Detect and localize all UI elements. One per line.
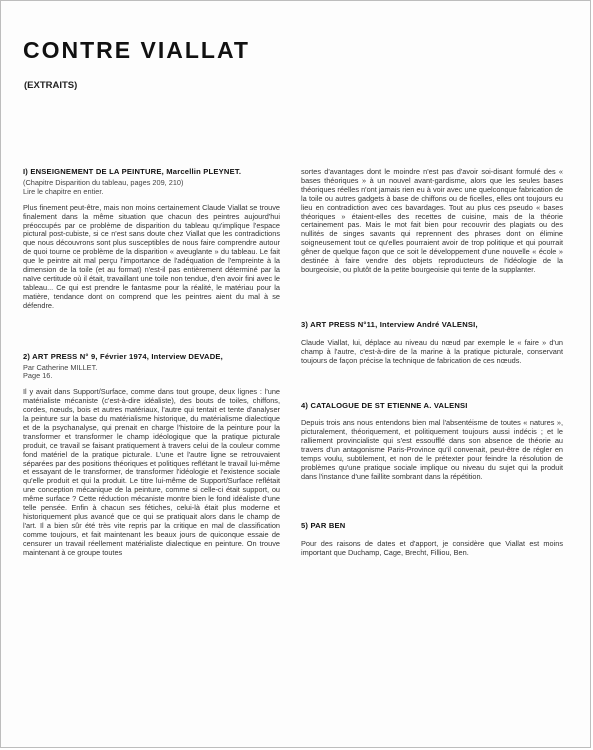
section-1-source: (Chapitre Disparition du tableau, pages 209, 210)	[23, 177, 184, 187]
section-1	[23, 168, 280, 311]
section-5-body: Pour des raisons de dates et d'apport, je considère que Viallat est moins important que Duchamp, Cage, Brecht, Filliou, Ben.	[301, 538, 563, 557]
section-2-page: Page 16.	[23, 371, 53, 381]
page-title: CONTRE VIALLAT	[23, 37, 250, 63]
section-1-heading: I) ENSEIGNEMENT DE LA PEINTURE, Marcellin PLEYNET.	[23, 167, 242, 176]
section-4	[301, 402, 563, 482]
section-4-heading: 4) CATALOGUE DE ST ETIENNE A. VALENSI	[301, 400, 468, 410]
section-1-note: Lire le chapitre en entier.	[23, 186, 104, 196]
section-3-heading: 3) ART PRESS N°11, Interview André VALENSI,	[301, 319, 478, 329]
section-5-heading: 5) PAR BEN	[301, 520, 346, 530]
section-2-continuation: sortes d'avantages dont le moindre n'est pas d'avoir soi-disant formulé des « bases théoriques » à un nouvel avant-gardisme, alors que les seules bases théoriques réelles n'ont jamais rien eu à voir avec une quelconque fabrication de la toile ou autres gadgets à base de chiffons ou de ficelles, elles ont toujours eu lieu en contradiction avec ces bavardages. Tout au plus ces pseudo « bases théoriques » étaient-elles des recettes de cuisine, mais de la théorie certainement pas. Mais le mot fait bien pour recouvrir des plagiats ou des nullités de singes savants qui reprennent des phrases dont on élimine soigneusement tout ce qu'elles pourraient avoir de trop politique et qui pourrait gêner de quelque façon que ce soit le développement d'une nouvelle « école » destinée à faire vendre des objets reproducteurs de l'idéologie de la bourgeoisie, ou plutôt de la petite bourgeoisie qui tente de la supplanter.	[301, 167, 563, 274]
section-2	[23, 353, 280, 558]
section-3	[301, 321, 563, 366]
section-2-heading: 2) ART PRESS N° 9, Février 1974, Interview DEVADE,	[23, 351, 223, 361]
section-3-body: Claude Viallat, lui, déplace au niveau du nœud par exemple le « faire » d'un champ à l'autre, c'est-à-dire de la marine à la pratique picturale, conservant toujours de façon précise la technique de fabrication de ces nœuds.	[301, 337, 563, 365]
section-2-body: Il y avait dans Support/Surface, comme dans tout groupe, deux lignes : l'une matérialiste mécaniste (c'est-à-dire idéaliste), des bouts de toiles, chiffons, cordes, nœuds, bois et autres matériaux, l'autre qui tentait et tente d'analyser la peinture sur la base du matérialisme historique, du matérialisme dialectique et de la psychanalyse, qui prenait en charge l'histoire de la peinture pour la transformer et transformer le champ idéologique que la pratique picturale produit, ce travail se faisant pratiquement à travers celui de la couleur comme fond matériel de la pratique picturale. L'une et l'autre ligne se retrouvaient séparées par des positions théoriques et politiques reflétant le travail lui-même et essayant de le transformer, de transformer l'idéologie et l'existence sociale qu'elle produit et qui la produit. Le titre lui-même de Support/Surface reflétait une conception mécanique de la peinture, comme si celle-ci était support, ou même surface ? Cette réduction mécaniste montre bien le fond idéaliste d'une telle pensée. Enfin à chacun ses fétiches, celui-là était plus moderne et historiquement plus avancé que ce qui se pratiquait alors dans le champ de l'art. Il a bien sûr été très vite repris par la critique en mal de classification comme toujours, et fait maintenant les beaux jours de quiconque essaie de censurer un travail réellement matérialiste dialectique en peinture. On trouve maintenant à ce groupe toutes	[23, 387, 280, 557]
section-4-body: Depuis trois ans nous entendons bien mal l'absentéisme de toutes « natures », picturalement, théoriquement, et politiquement toujours aussi indécis ; et le ralliement provincialiste qui s'est essoufflé dans son absence de théorie au travers d'un antagonisme Paris-Province qu'il convenait, peut-être de régler en temps voulu, subtilement, et non de le prétexter pour feindre la résolution de problèmes qu'une pratique sociale implique ou niveau du sujet qui la produit dans l'instance d'une faillite sombrant dans la répétition.	[301, 418, 563, 481]
left-column	[23, 168, 280, 558]
section-1-body: Plus finement peut-être, mais non moins certainement Claude Viallat se trouve finalement dans la même situation que chacun des peintres aujourd'hui préoccupés par ce problème de disparition du tableau qu'implique l'espace pictural post-cubiste, si ce n'est sans doute chez Viallat que les contradictions que nous découvrons sont plus susceptibles de nous faire comprendre autour de quoi tourne ce problème de la disparition « aveuglante » du tableau. Le fait que le peintre ait mal perçu l'importance de l'adéquation de l'empreinte à la dimension de la toile (et au format) n'est-il pas entièrement déterminé par la naïve certitude où il était, travaillant une toile non tendue, d'en avoir fini avec le tableau... Ce qui est prendre le fantasme pour la réalité, le matériau pour la matière, tendance dont on comprend que les peintres aient du mal à se défendre.	[23, 202, 280, 310]
right-column	[301, 168, 563, 557]
page-subtitle: (EXTRAITS)	[24, 80, 78, 91]
section-2-author: Par Catherine MILLET.	[23, 362, 98, 372]
section-5	[301, 522, 563, 558]
